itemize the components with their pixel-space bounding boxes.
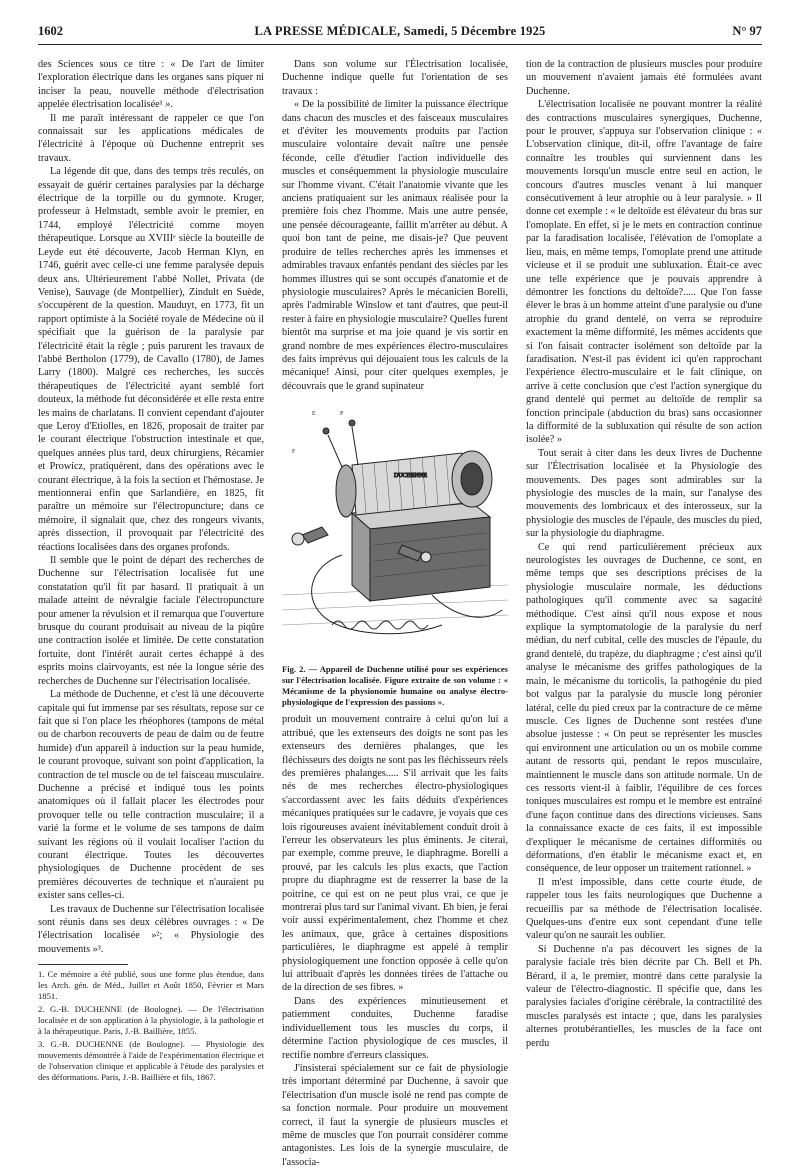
footnote: 2. G.-B. DUCHENNE (de Boulogne). — De l'électrisation localisée et de son application à la physiologie, à la pathologie et à la thérapeutique. Paris, J.-B. Baillière, 1855. [38,1004,264,1037]
column-3 [526,58,762,1068]
paragraph: La légende dit que, dans des temps très reculés, on essayait de guérir certaines paralysies par la décharge électrique de la torpille ou du gymnote. Kruger, professeur à Helmstadt, semble avoir le premier, en 1744, employé l'électricité comme moyen thérapeutique. Lorsque au XVIIIᵉ siècle la bouteille de Leyde eut été découverte, Jacob Herman Klyn, en 1746, guérit avec celle-ci une femme paralysée depuis deux ans. Ultérieurement l'abbé Nollet, Privata (de Venise), Sauvage (de Montpellier), Zindult en Suède, s'occupèrent de la question. Mauduyt, en 1773, fit un rapport optimiste à la Société royale de Médecine où il spécifiait que la guérison de la paralysie par l'électricité était la règle ; puis parurent les travaux de l'abbé Bertholon (1779), de Cavallo (1780), de James Larry (1800). Malgré ces recherches, les succès thérapeutiques de l'électricité ayant semblé fort douteux, la méthode fut déconsidérée et elle resta entre les mains de charlatans. Il convient cependant d'ajouter que Leroy d'Etiolles, en 1826, proposait de traiter par le courant électrique l'obstruction intestinale et que, quelques années plus tard, deux chirurgiens, Récamier et Prowicz, pratiquèrent, dans des opérations avec le courant électrique, à la fois la section et l'hémostase. Je mentionnerai enfin que Sarlandière, en 1825, fit paraître un mémoire sur l'électropuncture; dans ce mémoire, il signalait que, chez des rongeurs vivants, après dissection, il provoquait par l'électricité des réactions localisées dans des organes profonds. [38,166,264,553]
paragraph: La méthode de Duchenne, et c'est là une découverte capitale qui fut immense par ses résultats, repose sur ce fait que si l'on place les rhéophores (tampons de métal ou de charbon recouverts de peau de daim ou de feutre humide) d'un appareil à induction sur la peau humide, le courant provoque, suivant son point d'application, la contraction de tel muscle ou de tel faisceau musculaire. Duchenne a précisé et indiqué tous les points anatomiques où il fallait placer les électrodes pour provoquer telle ou telle contraction musculaire; il a varié la forme et le volume de ses tampons de daim suivant les régions où il voulait localiser l'action du courant électrique. Toutes les découvertes physiologiques de Duchenne procèdent de ses premières découvertes de technique et n'auraient pu exister sans celles-ci. [38,689,264,902]
paragraph: Si Duchenne n'a pas découvert les signes de la paralysie faciale très bien décrite par Ch. Bell et Ph. Bérard, il a, le premier, montré dans cette paralysie la valeur de l'électro-diagnostic. Il spécifie que, dans les paralysies faciales d'origine cérébrale, la contractilité des muscles paralysés est intacte ; que, dans les paralysies alternes protubérantielles, les muscles de la face ont perdu [526,943,762,1049]
page-header [38,20,762,45]
paragraph: Il me paraît intéressant de rappeler ce que l'on connaissait sur les applications médicales de l'électricité à l'époque où Duchenne entreprit ses travaux. [38,112,264,164]
paragraph: Tout serait à citer dans les deux livres de Duchenne sur l'Électrisation localisée et la Physiologie des mouvements. Des pages sont admirables sur la physiologie des muscles de la main, sur l'analyse des mouvements des lombricaux et des interosseux, sur la physiologie des muscles de l'épaule, des muscles du pied, sur la physiologie du diaphragme. [526,447,762,540]
footnote: 3. G.-B. DUCHENNE (de Boulogne). — Physiologie des mouvements démontrée à l'aide de l'expérimentation électrique et de l'observation clinique et applicable à l'étude des paralysies et des déformations. Paris, J.-B. Baillière et fils, 1867. [38,1039,264,1083]
paragraph: « De la possibilité de limiter la puissance électrique dans chacun des muscles et des faisceaux musculaires et d'éviter les mouvements produits par l'action musculaire volontaire devait naître une pensée féconde, celle d'étudier l'action individuelle des muscles et conséquemment la physiologie musculaire sur l'homme vivant. C'était l'anatomie vivante que les anciens pratiquaient sur les animaux réalisée pour la première fois chez l'homme. Mais une autre pensée, une pensée décourageante, faillit m'arrêter au début. A quoi bon tant de peine, me disais-je? Que peuvent produire de telles recherches après les immenses et admirables travaux enfantés pendant des siècles par les hommes illustres qui se sont occupés d'anatomie et de physiologie musculaires? Après le mécanicien Borelli, après l'admirable Winslow et tant d'autres, que peut-il rester à faire en physiologie musculaire? Quelles furent bientôt ma surprise et ma joie quand je vis sortir en grand nombre de mes expériences électro-musculaires des faits imprévus qui déjouaient tous les calculs de la mécanique! Ainsi, pour citer quelques exemples, je découvrais que le grand supinateur [282,99,508,392]
paragraph: L'électrisation localisée ne pouvant montrer la réalité des contractions musculaires synergiques, Duchenne, pour le prouver, s'appuya sur l'observation clinique : « L'observation clinique, dit-il, offre l'avantage de faire connaître les troubles qui surviennent dans les mouvements lorsqu'un muscle entre seul en action, le concours d'autres muscles venant à lui manquer consécutivement à leur atrophie ou à leur paralysie. » Il donne cet exemple : « le deltoïde est élévateur du bras sur l'omoplate. En effet, si je le mets en contraction continue par la faradisation localisée, l'élévation de l'omoplate a lieu, mais, en même temps, l'omoplate prend une attitude vicieuse et il se produit une subluxation. Était-ce avec une telle expérience que je pouvais apprendre à démontrer les fonctions du deltoïde?..... Que l'on fasse élever le bras à un homme atteint d'une paralysie ou d'une atrophie du grand dentelé, on verra se reproduire exactement la même difformité, les mêmes accidents que si l'on faisait contracter isolément son deltoïde par la faradisation. N'est-il pas évident ici qu'en rapprochant l'expérience électro-musculaire et le fait clinique, on arrive à cette conclusion que c'est l'action synergique du grand dentelé qui permet au deltoïde de remplir sa fonction principale (abduction du bras) sans occasionner la difformité de la subluxation qui résulte de son action isolée? » [526,99,762,446]
page-number: 1602 [38,24,63,38]
svg-text:E: E [312,411,316,418]
wooden-box [352,503,490,601]
paragraph: Dans des expériences minutieusement et patiemment conduites, Duchenne faradise individuellement tous les muscles du corps, il détermine l'action physiologique de ces muscles, il rectifie nombre d'erreurs classiques. [282,995,508,1061]
footnote: 1. Ce mémoire a été publié, sous une forme plus étendue, dans les Arch. gén. de Méd., Juillet et Août 1850, Février et Mars 1851. [38,969,264,1002]
paragraph: des Sciences sous ce titre : « De l'art de limiter l'exploration électrique dans les organes sans piquer ni inciser la peau, nouvelle méthode d'électrisation appelée électrisation localisée¹ ». [38,59,264,111]
paragraph: J'insisterai spécialement sur ce fait de physiologie très important déterminé par Duchenne, à savoir que l'électrisation d'un muscle isolé ne rend pas compte de sa fonction normale. Pour produire un mouvement correct, il faut la synergie de plusieurs muscles et même de muscles que l'on pourrait considérer comme antagonistes. Les lois de la synergie musculaire, de l'associa- [282,1062,508,1168]
column-1 [38,58,264,1083]
issue-number: N° 97 [732,24,762,38]
svg-text:F: F [292,449,296,456]
paragraph: Les travaux de Duchenne sur l'électrisation localisée sont réunis dans ses deux célèbres ouvrages : « De l'électrisation localisée »²; « Physiologie des mouvements »³. [38,903,264,955]
paragraph: Il m'est impossible, dans cette courte étude, de rappeler tous les faits neurologiques que Duchenne a recueillis par sa méthode de l'électrisation localisée. Quelques-uns d'entre eux sont cependant d'une telle valeur qu'on ne saurait les oublier. [526,876,762,942]
figure-duchenne-apparatus [282,395,508,660]
svg-text:P: P [340,411,344,418]
apparatus-label: DUCHENNE [394,473,427,480]
journal-title: LA PRESSE MÉDICALE, Samedi, 5 Décembre 1925 [254,24,546,38]
paragraph: Ce qui rend particulièrement précieux aux neurologistes les ouvrages de Duchenne, ce sont, en même temps que ses descriptions précises de la physiologie musculaire normale, les déductions pathologiques qu'il commente avec sa sagacité méthodique. C'est ainsi qu'il nous expose et nous explique la symptomatologie de la paralysie du nerf médian, du nerf cubital, celle des muscles de l'épaule, du grand dentelé, du trapèze, du diaphragme ; c'est ainsi qu'il analyse le mécanisme des griffes pathologiques de la main, le mécanisme du torticolis, la pathogénie du pied bot valgus par la paralysie du muscle long péronier latéral, celle du pied creux par la contracture de ce même muscle. Ces lignes de Duchenne sont restées d'une absolue justesse : « On peut se représenter les muscles qui environnent une articulation ou un os mobile comme autant de ressorts qui, pendant le repos musculaire, maintiennent le muscle dans son attitude normale. Un de ces ressorts vient-il à faiblir, l'équilibre de ces forces toniques musculaires est rompu et le membre est entraîné d'une façon continue dans des directions vicieuses. Sans la connaissance exacte de ces faits, il est impossible d'expliquer le mécanisme de certaines difformités ou déformations, d'en établir le mécanisme exact et, en conséquence, de leur opposer un traitement rationnel. » [526,541,762,875]
paragraph: Dans son volume sur l'Électrisation localisée, Duchenne indique quelle fut l'orientation de ses travaux : [282,59,508,97]
paragraph: produit un mouvement contraire à celui qu'on lui a attribué, que les extenseurs des doigts ne sont pas les extenseurs des dernières phalanges, que les fléchisseurs des doigts ne sont pas les fléchisseurs réels des premières phalanges..... S'il arrivait que les faits nés de mes recherches électro-physiologiques s'accordassent avec les faits déduits d'expériences mécaniques pratiquées sur le cadavre, je voyais que ces lois rigoureuses avaient inévitablement conduit droit à l'erreur les observateurs les plus éminents. Je citerai, par exemple, comme preuve, le diaphragme. Borelli a prouvé, par les calculs les plus exacts, que l'action propre du diaphragme est de resserrer la base de la poitrine, ce qui est on ne peut plus vrai, ce que je montrerai plus tard sur l'animal vivant. Eh bien, je ferai voir aussi expérimentalement, chez l'homme et chez les animaux, que, grâce à certaines dispositions particulières, le diaphragme est appelé à remplir physiologiquement une fonction opposée à celle qu'on lui attribuait d'après les données tirées de l'attache ou de la direction de ses fibres. » [282,714,509,994]
paragraph: Il semble que le point de départ des recherches de Duchenne sur l'électrisation localisée fut une constatation qu'il fit par hasard. Il pratiquait à un malade atteint de névralgie faciale l'électropuncture pour amener la révulsion et il remarqua que l'ouverture brusque du courant produisait au niveau de la piqûre une contraction isolée et limitée. De cette constatation fortuite, dont l'intérêt aurait certes échappé à des esprits moins clairvoyants, est née la longue série des recherches de Duchenne sur l'électrisation localisée. [38,555,264,687]
paragraph: tion de la contraction de plusieurs muscles pour produire un mouvement n'avaient jamais été formulées avant Duchenne. [526,59,762,97]
apparatus-illustration [282,395,508,660]
footnote-rule [38,964,128,965]
figure-caption: Fig. 2. — Appareil de Duchenne utilisé pour ses expériences sur l'électrisation localisée. Figure extraite de son volume : « Mécanisme de la physionomie humaine ou analyse électro-physiologique de l'expression des passions ». [282,664,508,707]
column-2 [282,58,509,1168]
